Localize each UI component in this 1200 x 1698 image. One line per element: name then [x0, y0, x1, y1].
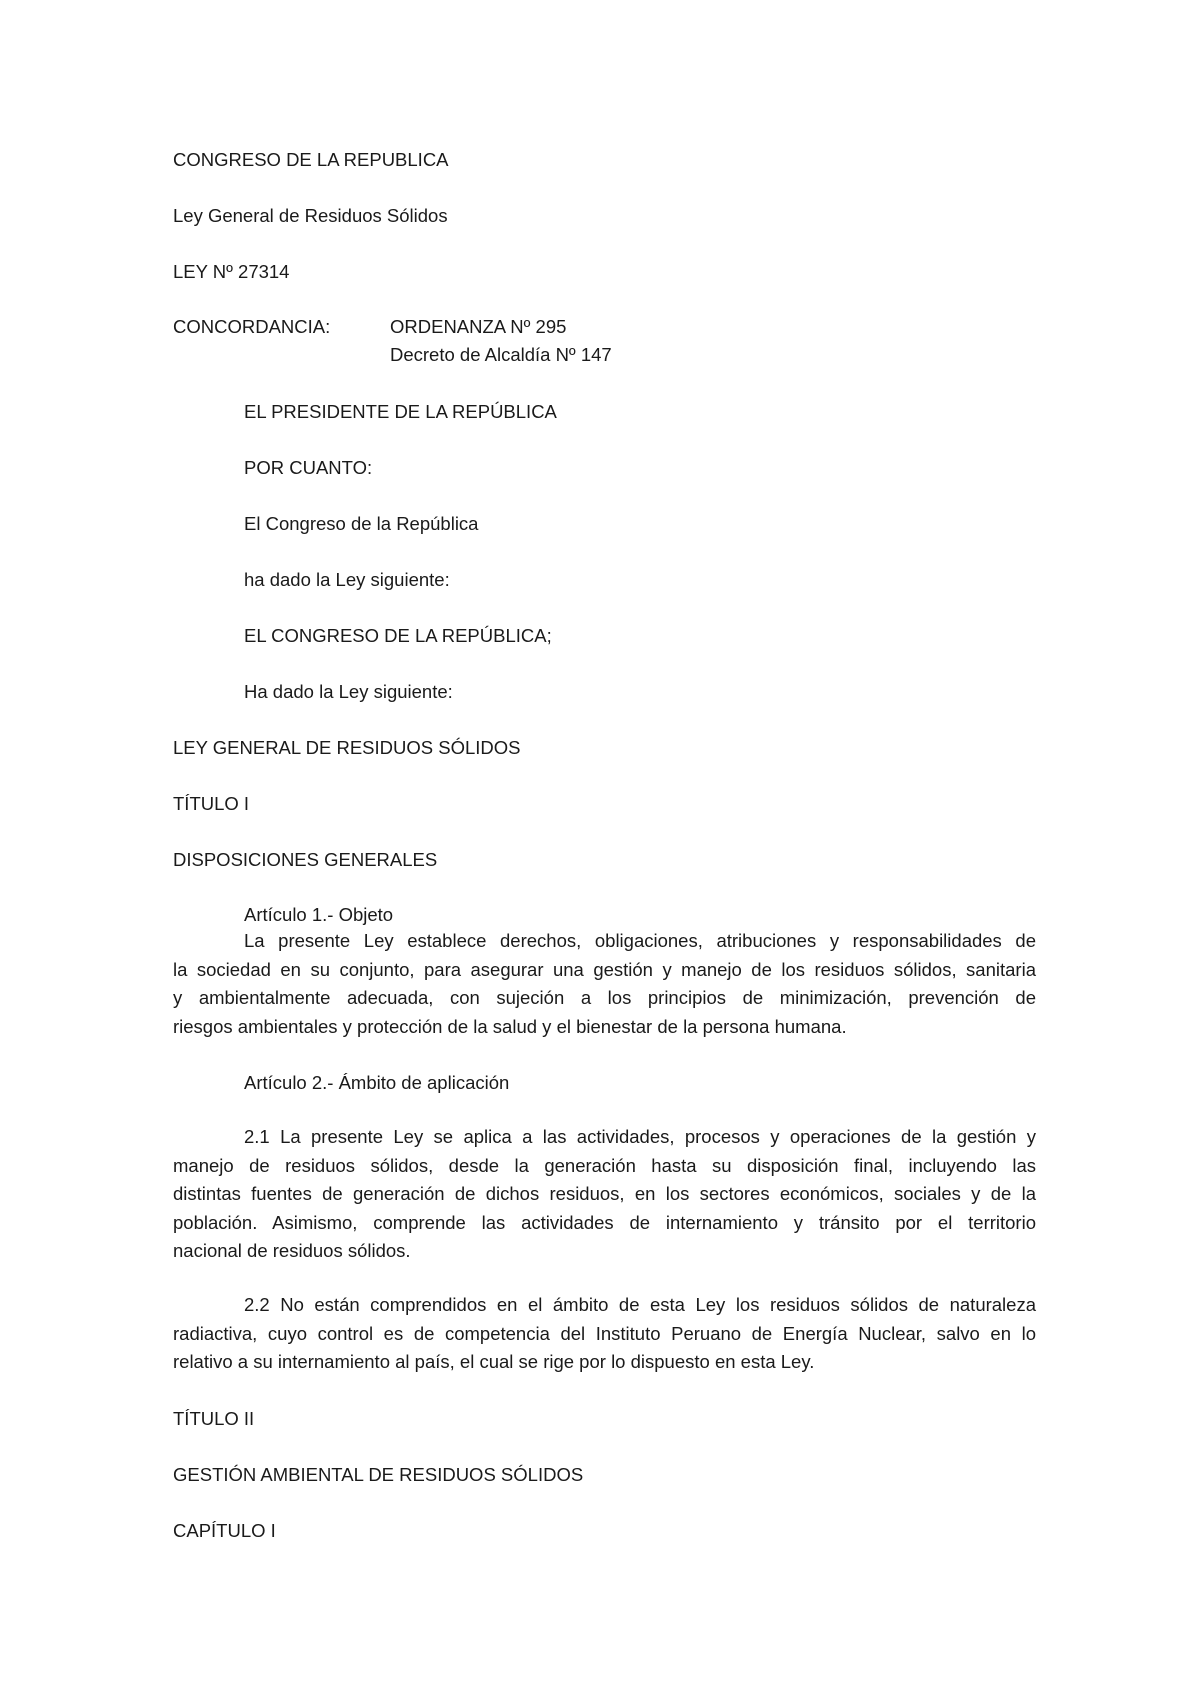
concordance-item-2: Decreto de Alcaldía Nº 147 — [390, 344, 612, 365]
article-2-2-paragraph — [173, 1291, 1036, 1377]
paragraph-line: la sociedad en su conjunto, para asegurar una gestión y manejo de los residuos sólidos, sanitaria — [173, 958, 1036, 980]
environmental-management-heading: GESTIÓN AMBIENTAL DE RESIDUOS SÓLIDOS — [173, 1464, 584, 1485]
por-cuanto: POR CUANTO: — [244, 457, 373, 478]
general-provisions-heading: DISPOSICIONES GENERALES — [173, 849, 438, 870]
paragraph-line: 2.1 La presente Ley se aplica a las actividades, procesos y operaciones de la gestión y — [244, 1126, 1036, 1147]
president-heading: EL PRESIDENTE DE LA REPÚBLICA — [244, 401, 557, 422]
title-1-heading: TÍTULO I — [173, 793, 250, 814]
paragraph-line: relativo a su internamiento al país, el cual se rige por lo dispuesto en esta Ley. — [173, 1351, 815, 1372]
law-title: Ley General de Residuos Sólidos — [173, 205, 448, 226]
congress-line: El Congreso de la República — [244, 513, 479, 534]
paragraph-line: radiactiva, cuyo control es de competencia del Instituto Peruano de Energía Nuclear, salvo en lo — [173, 1322, 1036, 1344]
article-1-paragraph — [173, 927, 1036, 1041]
congress-decree-heading: EL CONGRESO DE LA REPÚBLICA; — [244, 625, 552, 646]
law-number: LEY Nº 27314 — [173, 261, 290, 282]
article-2-1-paragraph — [173, 1123, 1036, 1266]
paragraph-line: y ambientalmente adecuada, con sujeción a los principios de minimización, prevención de — [173, 987, 1036, 1008]
article-2-heading: Artículo 2.- Ámbito de aplicación — [244, 1072, 510, 1093]
chapter-1-heading: CAPÍTULO I — [173, 1520, 276, 1541]
congress-heading: CONGRESO DE LA REPUBLICA — [173, 149, 449, 170]
paragraph-line: manejo de residuos sólidos, desde la generación hasta su disposición final, incluyendo las — [173, 1154, 1036, 1176]
paragraph-line: 2.2 No están comprendidos en el ámbito de esta Ley los residuos sólidos de naturaleza — [244, 1294, 1036, 1315]
article-1-heading: Artículo 1.- Objeto — [244, 904, 394, 925]
concordance-item-1: ORDENANZA Nº 295 — [390, 316, 567, 337]
law-general-heading: LEY GENERAL DE RESIDUOS SÓLIDOS — [173, 737, 521, 758]
paragraph-line: riesgos ambientales y protección de la salud y el bienestar de la persona humana. — [173, 1015, 847, 1037]
title-2-heading: TÍTULO II — [173, 1408, 255, 1429]
given-law-line-1: ha dado la Ley siguiente: — [244, 569, 450, 590]
paragraph-line: La presente Ley establece derechos, obligaciones, atribuciones y responsabilidades de — [244, 930, 1036, 951]
given-law-line-2: Ha dado la Ley siguiente: — [244, 681, 453, 702]
paragraph-line: distintas fuentes de generación de dichos residuos, en los sectores económicos, sociales y de la — [173, 1183, 1036, 1204]
concordance-label: CONCORDANCIA: — [173, 316, 331, 337]
paragraph-line: población. Asimismo, comprende las actividades de internamiento y tránsito por el territorio — [173, 1211, 1036, 1233]
paragraph-line: nacional de residuos sólidos. — [173, 1240, 411, 1261]
